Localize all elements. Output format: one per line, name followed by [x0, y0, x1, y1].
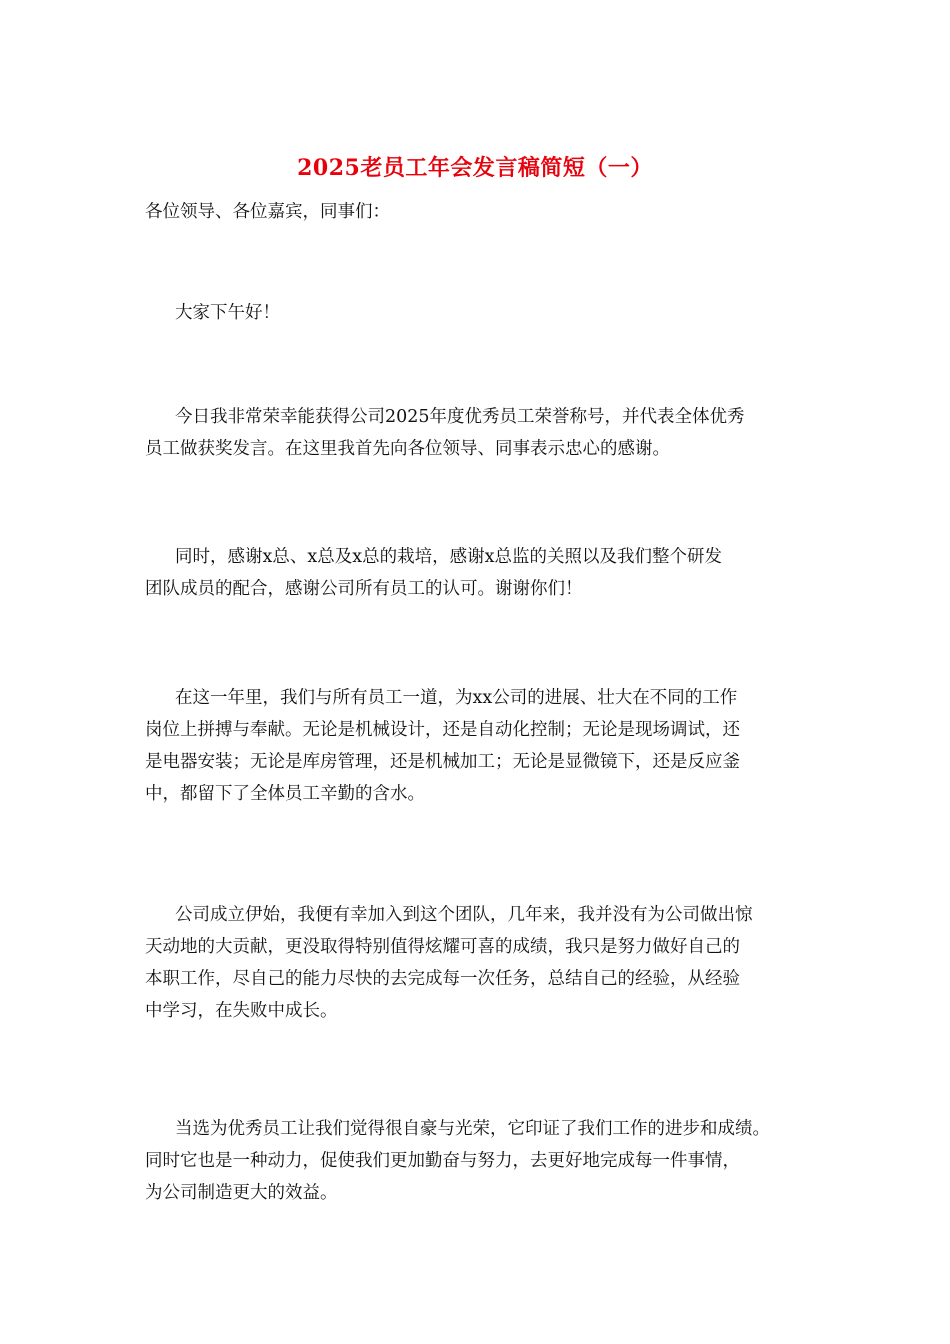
paragraph-line: 同时，感谢x总、x总及x总的栽培，感谢x总监的关照以及我们整个研发	[175, 547, 722, 567]
paragraph-line: 本职工作，尽自己的能力尽快的去完成每一次任务，总结自己的经验，从经验	[145, 969, 740, 989]
paragraph-line: 员工做获奖发言。在这里我首先向各位领导、同事表示忠心的感谢。	[145, 439, 670, 459]
paragraph-line: 团队成员的配合，感谢公司所有员工的认可。谢谢你们！	[145, 579, 583, 599]
greeting-line: 各位领导、各位嘉宾，同事们：	[145, 202, 390, 222]
paragraph-line: 公司成立伊始，我便有幸加入到这个团队，几年来，我并没有为公司做出惊	[175, 905, 753, 925]
greeting	[145, 196, 825, 228]
paragraph-1	[145, 297, 825, 329]
paragraph-line: 今日我非常荣幸能获得公司2025年度优秀员工荣誉称号，并代表全体优秀	[175, 407, 745, 427]
paragraph-3	[145, 541, 825, 605]
paragraph-6	[145, 1113, 825, 1209]
paragraph-line: 在这一年里，我们与所有员工一道，为xx公司的进展、壮大在不同的工作	[175, 688, 738, 708]
paragraph-line: 大家下午好！	[175, 303, 280, 323]
document-title: 2025老员工年会发言稿简短（一）	[297, 155, 653, 181]
paragraph-line: 是电器安装；无论是库房管理，还是机械加工；无论是显微镜下，还是反应釜	[145, 752, 740, 772]
paragraph-4	[145, 682, 825, 810]
paragraph-line: 中，都留下了全体员工辛勤的含水。	[145, 784, 425, 804]
paragraph-line: 同时它也是一种动力，促使我们更加勤奋与努力，去更好地完成每一件事情，	[145, 1151, 740, 1171]
paragraph-2	[145, 401, 825, 465]
paragraph-line: 中学习，在失败中成长。	[145, 1001, 338, 1021]
paragraph-5	[145, 899, 825, 1027]
paragraph-line: 为公司制造更大的效益。	[145, 1183, 338, 1203]
paragraph-line: 当选为优秀员工让我们觉得很自豪与光荣，它印证了我们工作的进步和成绩。	[175, 1119, 770, 1139]
paragraph-line: 岗位上拼搏与奉献。无论是机械设计，还是自动化控制；无论是现场调试，还	[145, 720, 740, 740]
paragraph-line: 天动地的大贡献，更没取得特别值得炫耀可喜的成绩，我只是努力做好自己的	[145, 937, 740, 957]
